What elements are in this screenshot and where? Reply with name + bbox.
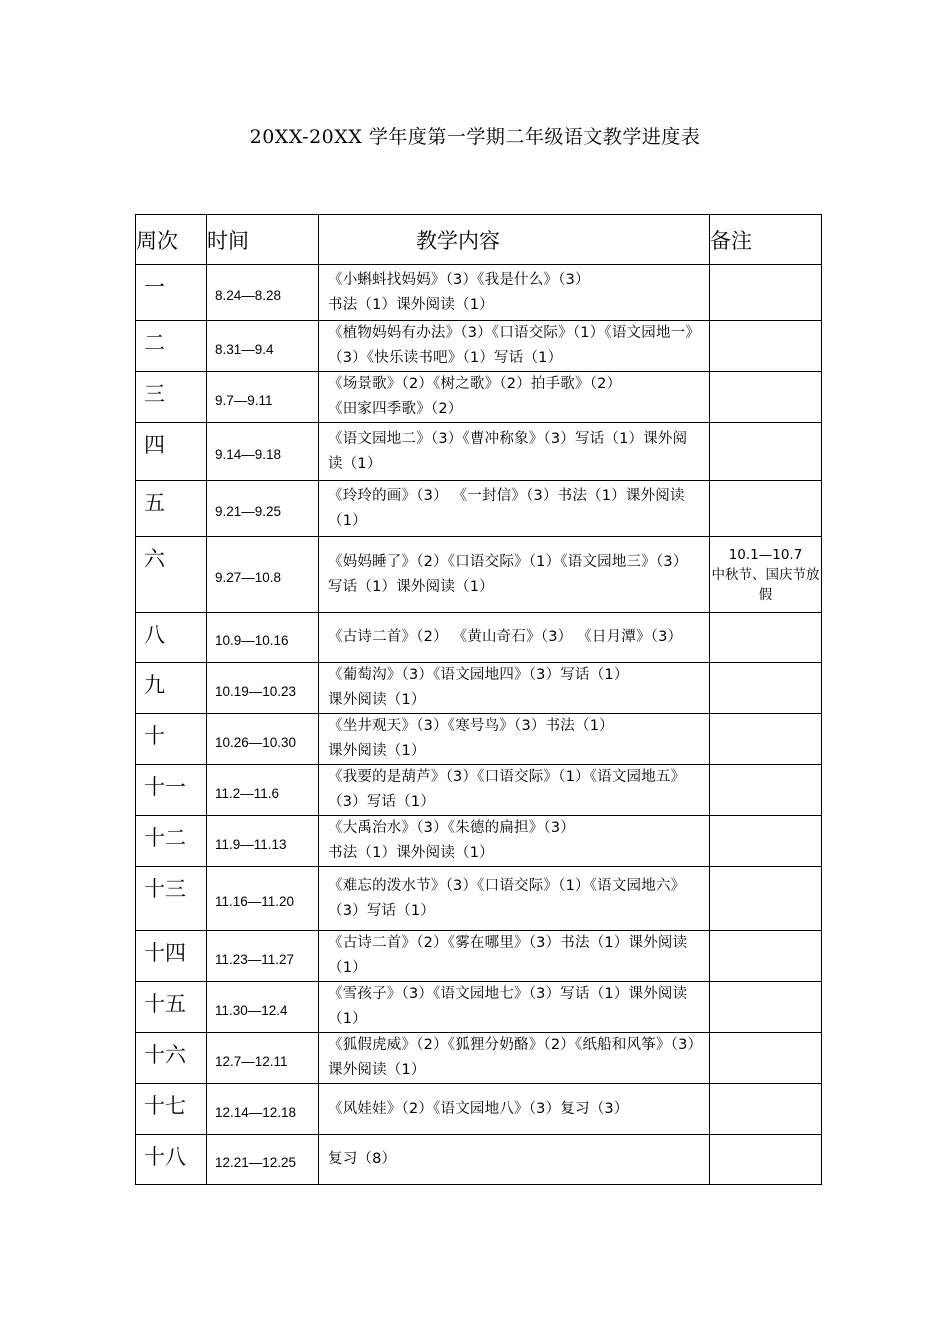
- header-content: 教学内容: [319, 215, 710, 265]
- content-cell: 《大禹治水》（3）《朱德的扁担》（3） 书法（1）课外阅读（1）: [319, 816, 710, 867]
- note-cell: 10.1—10.7 中秋节、国庆节放假: [710, 537, 822, 613]
- week-cell: 十: [136, 714, 207, 765]
- note-cell: [710, 982, 822, 1033]
- week-cell: 十四: [136, 931, 207, 982]
- note-cell: [710, 423, 822, 481]
- content-cell: 《古诗二首》（2）《雾在哪里》（3）书法（1）课外阅读（1）: [319, 931, 710, 982]
- week-cell: 十六: [136, 1033, 207, 1084]
- table-row: [136, 982, 822, 1033]
- table-row: [136, 613, 822, 663]
- table-row: [136, 931, 822, 982]
- note-cell: [710, 765, 822, 816]
- table-header-row: [136, 215, 822, 265]
- note-cell: [710, 867, 822, 931]
- note-cell: [710, 663, 822, 714]
- week-cell: 十七: [136, 1084, 207, 1135]
- date-cell: 9.7—9.11: [207, 372, 319, 423]
- table-row: [136, 765, 822, 816]
- content-cell: 《我要的是葫芦》（3）《口语交际》（1）《语文园地五》（3）写话（1）: [319, 765, 710, 816]
- date-cell: 10.9—10.16: [207, 613, 319, 663]
- note-cell: [710, 1033, 822, 1084]
- table-row: [136, 423, 822, 481]
- date-cell: 9.21—9.25: [207, 481, 319, 537]
- content-cell: 《坐井观天》（3）《寒号鸟》（3）书法（1） 课外阅读（1）: [319, 714, 710, 765]
- date-cell: 11.30—12.4: [207, 982, 319, 1033]
- note-cell: [710, 265, 822, 321]
- week-cell: 六: [136, 537, 207, 613]
- note-cell: [710, 1135, 822, 1185]
- date-cell: 10.26—10.30: [207, 714, 319, 765]
- date-cell: 12.7—12.11: [207, 1033, 319, 1084]
- date-cell: 8.31—9.4: [207, 321, 319, 372]
- content-cell: 《妈妈睡了》（2）《口语交际》（1）《语文园地三》（3）写话（1）课外阅读（1）: [319, 537, 710, 613]
- note-cell: [710, 321, 822, 372]
- table-body: [136, 265, 822, 1185]
- table-row: [136, 1135, 822, 1185]
- week-cell: 一: [136, 265, 207, 321]
- schedule-table: [135, 214, 822, 1185]
- date-cell: 9.27—10.8: [207, 537, 319, 613]
- content-cell: 《玲玲的画》（3） 《一封信》（3）书法（1）课外阅读（1）: [319, 481, 710, 537]
- date-cell: 12.14—12.18: [207, 1084, 319, 1135]
- week-cell: 九: [136, 663, 207, 714]
- week-cell: 十一: [136, 765, 207, 816]
- date-cell: 11.23—11.27: [207, 931, 319, 982]
- note-cell: [710, 816, 822, 867]
- table-row: [136, 265, 822, 321]
- content-cell: 《古诗二首》（2） 《黄山奇石》（3） 《日月潭》（3）: [319, 613, 710, 663]
- table-row: [136, 663, 822, 714]
- table-row: [136, 1033, 822, 1084]
- header-note: 备注: [710, 215, 822, 265]
- date-cell: 9.14—9.18: [207, 423, 319, 481]
- table-row: [136, 714, 822, 765]
- content-cell: 复习（8）: [319, 1135, 710, 1185]
- week-cell: 十二: [136, 816, 207, 867]
- content-cell: 《场景歌》（2）《树之歌》（2）拍手歌》（2） 《田家四季歌》（2）: [319, 372, 710, 423]
- table-row: [136, 816, 822, 867]
- header-date: 时间: [207, 215, 319, 265]
- week-cell: 二: [136, 321, 207, 372]
- content-cell: 《植物妈妈有办法》（3）《口语交际》（1）《语文园地一》（3）《快乐读书吧》（1）写话（1）: [319, 321, 710, 372]
- content-cell: 《风娃娃》（2）《语文园地八》（3）复习（3）: [319, 1084, 710, 1135]
- note-cell: [710, 613, 822, 663]
- content-cell: 《雪孩子》（3）《语文园地七》（3）写话（1）课外阅读（1）: [319, 982, 710, 1033]
- date-cell: 11.2—11.6: [207, 765, 319, 816]
- table-row: [136, 372, 822, 423]
- document-title: 20XX-20XX 学年度第一学期二年级语文教学进度表: [249, 126, 701, 148]
- note-cell: [710, 714, 822, 765]
- content-cell: 《难忘的泼水节》（3）《口语交际》（1）《语文园地六》（3）写话（1）: [319, 867, 710, 931]
- content-cell: 《语文园地二》（3）《曹冲称象》（3）写话（1）课外阅读（1）: [319, 423, 710, 481]
- date-cell: 11.16—11.20: [207, 867, 319, 931]
- date-cell: 10.19—10.23: [207, 663, 319, 714]
- note-cell: [710, 481, 822, 537]
- note-cell: [710, 1084, 822, 1135]
- table-row: [136, 867, 822, 931]
- date-cell: 12.21—12.25: [207, 1135, 319, 1185]
- week-cell: 三: [136, 372, 207, 423]
- week-cell: 十八: [136, 1135, 207, 1185]
- table-row: [136, 537, 822, 613]
- content-cell: 《葡萄沟》（3）《语文园地四》（3）写话（1） 课外阅读（1）: [319, 663, 710, 714]
- date-cell: 11.9—11.13: [207, 816, 319, 867]
- header-week: 周次: [136, 215, 207, 265]
- date-cell: 8.24—8.28: [207, 265, 319, 321]
- content-cell: 《狐假虎威》（2）《狐狸分奶酪》（2）《纸船和风筝》（3）课外阅读（1）: [319, 1033, 710, 1084]
- week-cell: 十三: [136, 867, 207, 931]
- note-cell: [710, 372, 822, 423]
- week-cell: 四: [136, 423, 207, 481]
- table-row: [136, 481, 822, 537]
- week-cell: 十五: [136, 982, 207, 1033]
- table-row: [136, 1084, 822, 1135]
- week-cell: 八: [136, 613, 207, 663]
- table-row: [136, 321, 822, 372]
- week-cell: 五: [136, 481, 207, 537]
- note-cell: [710, 931, 822, 982]
- content-cell: 《小蝌蚪找妈妈》（3）《我是什么》（3） 书法（1）课外阅读（1）: [319, 265, 710, 321]
